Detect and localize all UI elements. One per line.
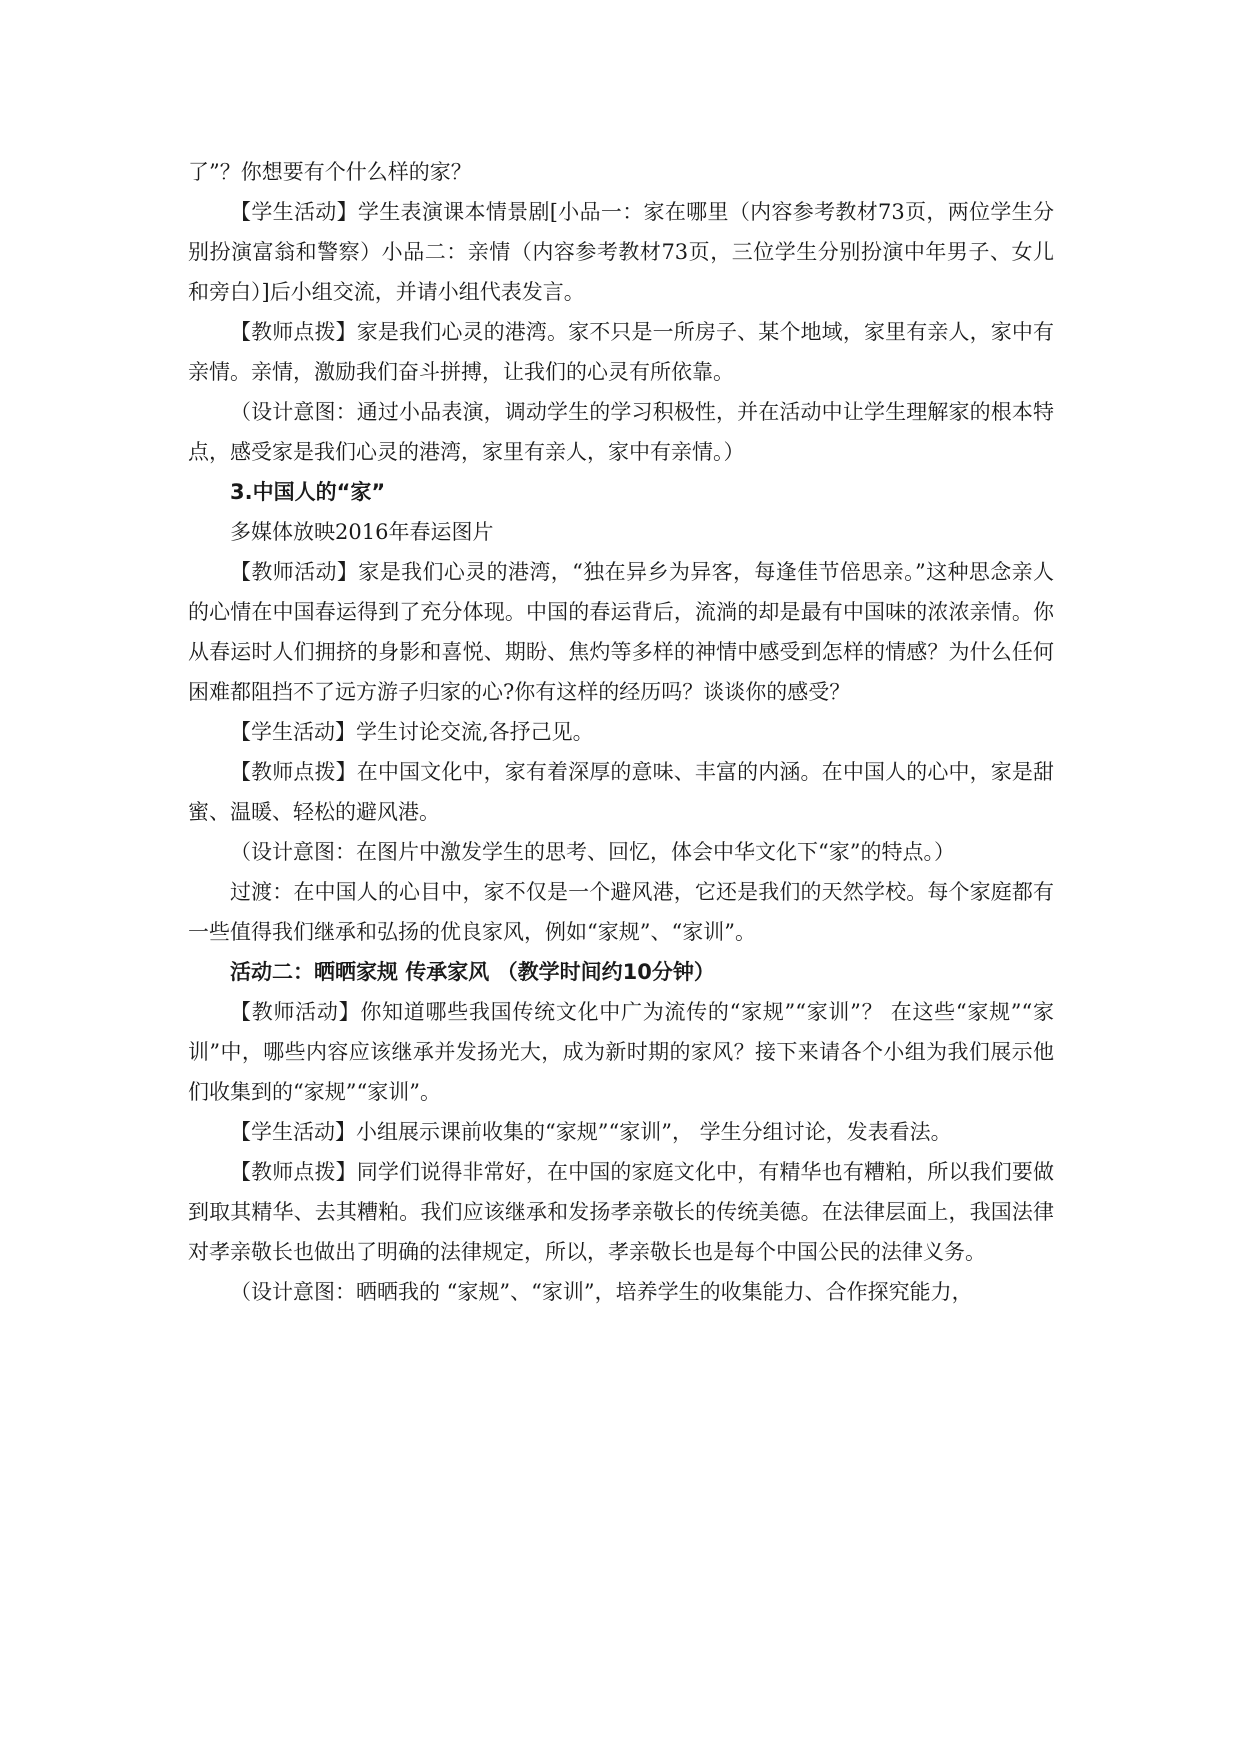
paragraph: （设计意图：通过小品表演，调动学生的学习积极性，并在活动中让学生理解家的根本特点，感受家是我们心灵的港湾，家里有亲人，家中有亲情。）	[188, 400, 1054, 464]
paragraph: 多媒体放映2016年春运图片	[230, 520, 494, 544]
paragraph: 【教师点拨】同学们说得非常好，在中国的家庭文化中，有精华也有糟粕，所以我们要做到取其精华、去其糟粕。我们应该继承和发扬孝亲敬长的传统美德。在法律层面上，我国法律对孝亲敬长也做出了明确的法律规定，所以，孝亲敬长也是每个中国公民的法律义务。	[188, 1160, 1054, 1264]
paragraph: 过渡：在中国人的心目中，家不仅是一个避风港，它还是我们的天然学校。每个家庭都有一些值得我们继承和弘扬的优良家风，例如“家规”、“家训”。	[188, 880, 1054, 944]
section-heading: 3.中国人的“家”	[230, 480, 386, 504]
document-body	[188, 152, 1054, 1312]
section-heading: 活动二：晒晒家规 传承家风 （教学时间约10分钟）	[230, 960, 715, 984]
paragraph: 【教师点拨】在中国文化中，家有着深厚的意味、丰富的内涵。在中国人的心中，家是甜蜜、温暖、轻松的避风港。	[188, 760, 1054, 824]
paragraph: 【学生活动】学生表演课本情景剧[小品一：家在哪里（内容参考教材73页，两位学生分别扮演富翁和警察）小品二：亲情（内容参考教材73页，三位学生分别扮演中年男子、女儿和旁白）]后小组交流，并请小组代表发言。	[188, 200, 1054, 304]
paragraph: 【学生活动】小组展示课前收集的“家规”“家训”， 学生分组讨论，发表看法。	[230, 1120, 952, 1144]
paragraph: 【教师活动】家是我们心灵的港湾，“独在异乡为异客，每逢佳节倍思亲。”这种思念亲人的心情在中国春运得到了充分体现。中国的春运背后，流淌的却是最有中国味的浓浓亲情。你从春运时人们拥挤的身影和喜悦、期盼、焦灼等多样的神情中感受到怎样的情感？为什么任何困难都阻挡不了远方游子归家的心?你有这样的经历吗？谈谈你的感受？	[188, 560, 1054, 704]
paragraph: （设计意图：晒晒我的 “家规”、“家训”，培养学生的收集能力、合作探究能力，	[230, 1280, 973, 1304]
paragraph: 【教师点拨】家是我们心灵的港湾。家不只是一所房子、某个地域，家里有亲人，家中有亲情。亲情，激励我们奋斗拼搏，让我们的心灵有所依靠。	[188, 320, 1054, 384]
paragraph: 【学生活动】学生讨论交流,各抒己见。	[230, 720, 594, 744]
paragraph: （设计意图：在图片中激发学生的思考、回忆，体会中华文化下“家”的特点。）	[230, 840, 955, 864]
paragraph: 【教师活动】你知道哪些我国传统文化中广为流传的“家规”“家训”？ 在这些“家规”“家训”中，哪些内容应该继承并发扬光大，成为新时期的家风？接下来请各个小组为我们展示他们收集到的“家规”“家训”。	[188, 1000, 1054, 1104]
paragraph: 了”？你想要有个什么样的家？	[188, 160, 472, 184]
